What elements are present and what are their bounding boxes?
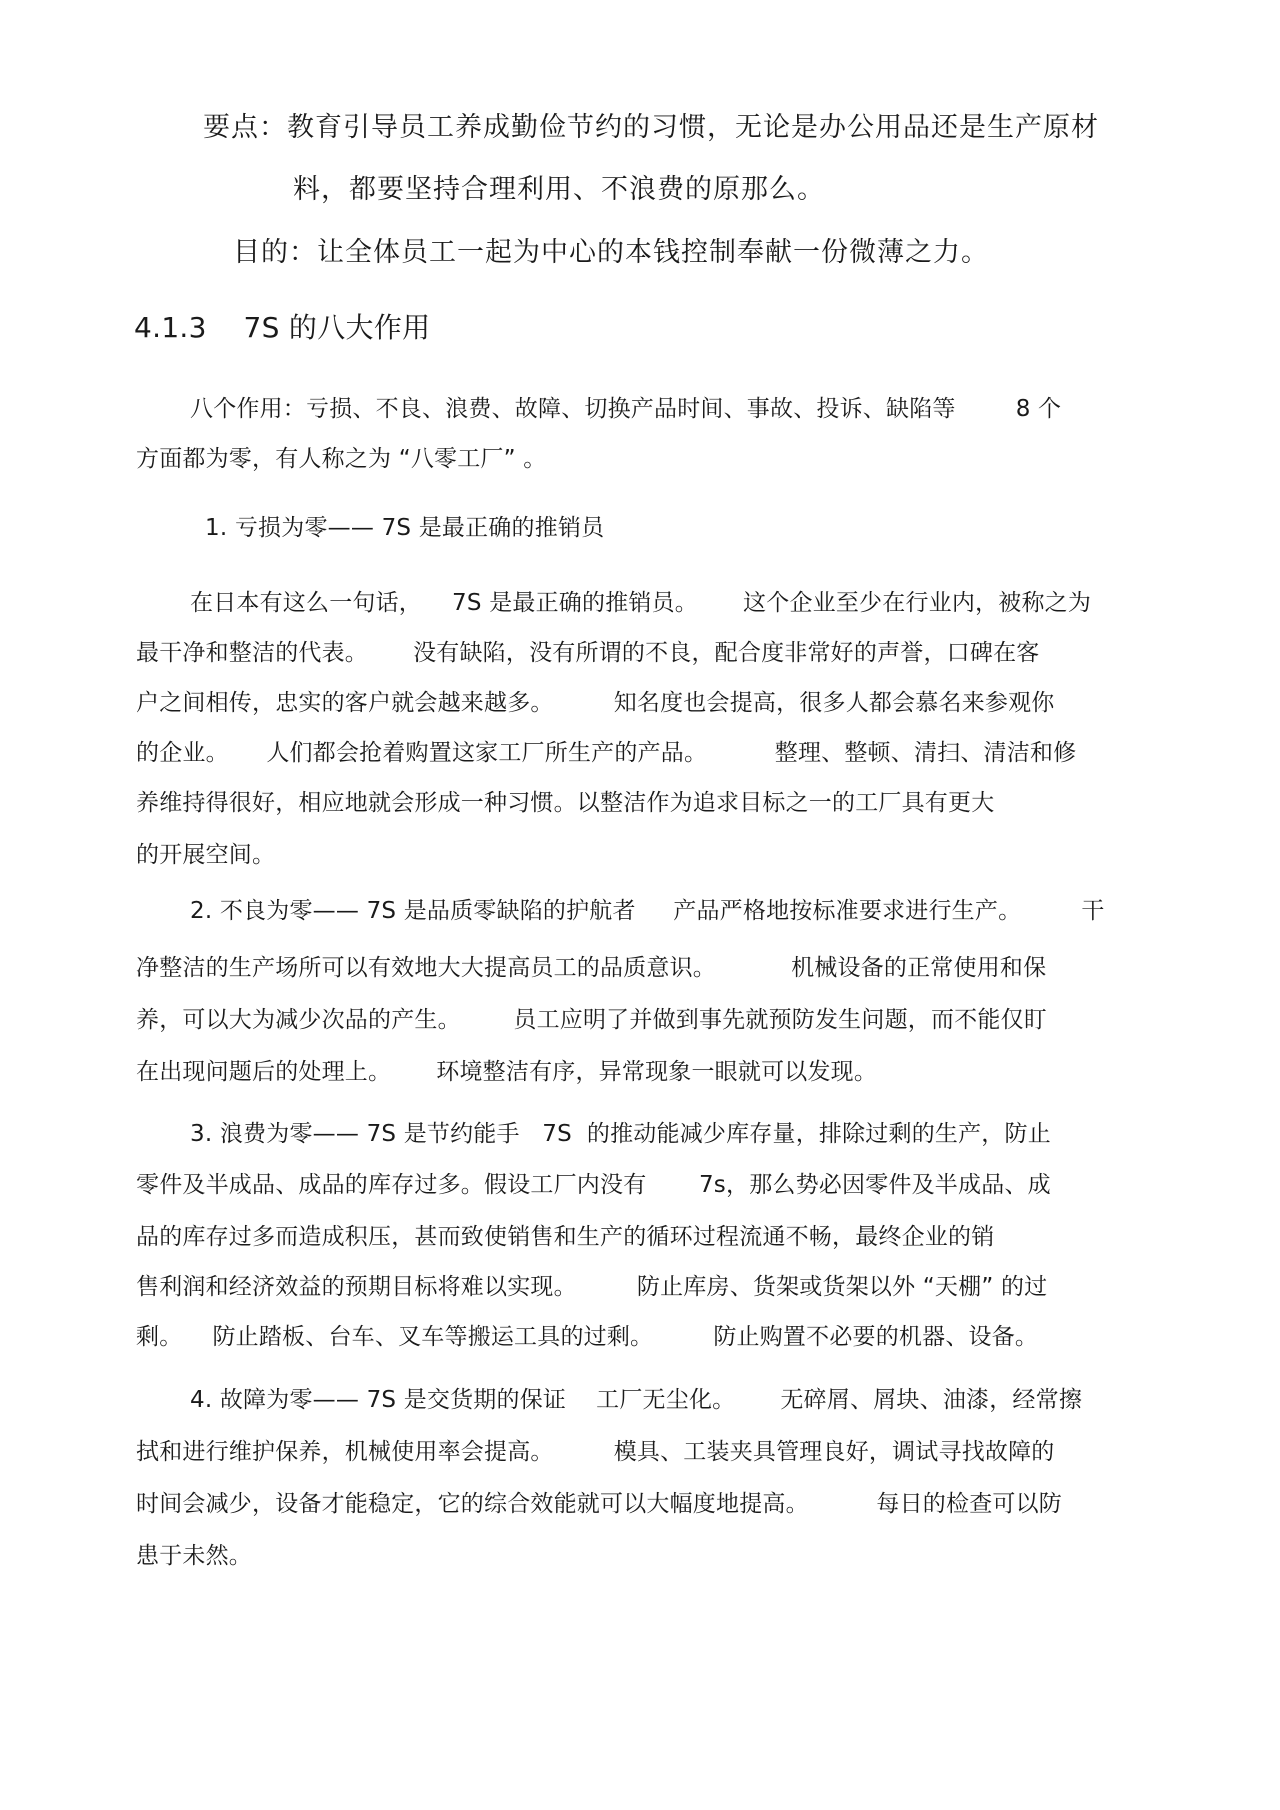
body-line: 方面都为零，有人称之为 “八零工厂” 。 xyxy=(136,446,547,472)
body-line: 的开展空间。 xyxy=(136,842,276,868)
key-point-line-1: 要点：教育引导员工养成勤俭节约的习惯，无论是办公用品还是生产原材 xyxy=(203,112,1099,143)
item-heading-1: 1. 亏损为零—— 7S 是最正确的推销员 xyxy=(205,515,605,541)
key-point-line-2: 料，都要坚持合理利用、不浪费的原那么。 xyxy=(293,174,825,205)
body-line: 最干净和整洁的代表。 没有缺陷，没有所谓的不良，配合度非常好的声誉，口碑在客 xyxy=(136,640,1040,666)
item-heading-2: 2. 不良为零—— 7S 是品质零缺陷的护航者 产品严格地按标准要求进行生产。 干 xyxy=(190,898,1105,924)
item-heading-3: 3. 浪费为零—— 7S 是节约能手 7S 的推动能减少库存量，排除过剩的生产，防止 xyxy=(190,1121,1051,1147)
body-line: 剩。 防止踏板、台车、叉车等搬运工具的过剩。 防止购置不必要的机器、设备。 xyxy=(136,1324,1039,1350)
section-heading: 4.1.3 7S 的八大作用 xyxy=(134,311,431,344)
body-line: 在日本有这么一句话， 7S 是最正确的推销员。 这个企业至少在行业内，被称之为 xyxy=(190,590,1092,616)
purpose-line: 目的：让全体员工一起为中心的本钱控制奉献一份微薄之力。 xyxy=(233,237,989,268)
body-line: 养维持得很好，相应地就会形成一种习惯。以整洁作为追求目标之一的工厂具有更大 xyxy=(136,790,995,816)
body-line: 时间会减少，设备才能稳定，它的综合效能就可以大幅度地提高。 每日的检查可以防 xyxy=(136,1491,1062,1517)
body-line: 户之间相传，忠实的客户就会越来越多。 知名度也会提高，很多人都会慕名来参观你 xyxy=(136,690,1055,716)
body-line: 在出现问题后的处理上。 环境整洁有序，异常现象一眼就可以发现。 xyxy=(136,1059,878,1085)
body-line: 养，可以大为减少次品的产生。 员工应明了并做到事先就预防发生问题，而不能仅盯 xyxy=(136,1007,1047,1033)
body-line: 零件及半成品、成品的库存过多。假设工厂内没有 7s，那么势必因零件及半成品、成 xyxy=(136,1172,1051,1198)
body-line: 售利润和经济效益的预期目标将难以实现。 防止库房、货架或货架以外 “天棚” 的过 xyxy=(136,1274,1048,1300)
body-line: 的企业。 人们都会抢着购置这家工厂所生产的产品。 整理、整顿、清扫、清洁和修 xyxy=(136,740,1077,766)
body-line: 净整洁的生产场所可以有效地大大提高员工的品质意识。 机械设备的正常使用和保 xyxy=(136,955,1047,981)
body-line: 患于未然。 xyxy=(136,1543,252,1569)
body-line: 八个作用：亏损、不良、浪费、故障、切换产品时间、事故、投诉、缺陷等 8 个 xyxy=(190,396,1062,422)
body-line: 拭和进行维护保养，机械使用率会提高。 模具、工装夹具管理良好，调试寻找故障的 xyxy=(136,1439,1055,1465)
item-heading-4: 4. 故障为零—— 7S 是交货期的保证 工厂无尘化。 无碎屑、屑块、油漆，经常擦 xyxy=(190,1387,1083,1413)
body-line: 品的库存过多而造成积压，甚而致使销售和生产的循环过程流通不畅，最终企业的销 xyxy=(136,1224,995,1250)
